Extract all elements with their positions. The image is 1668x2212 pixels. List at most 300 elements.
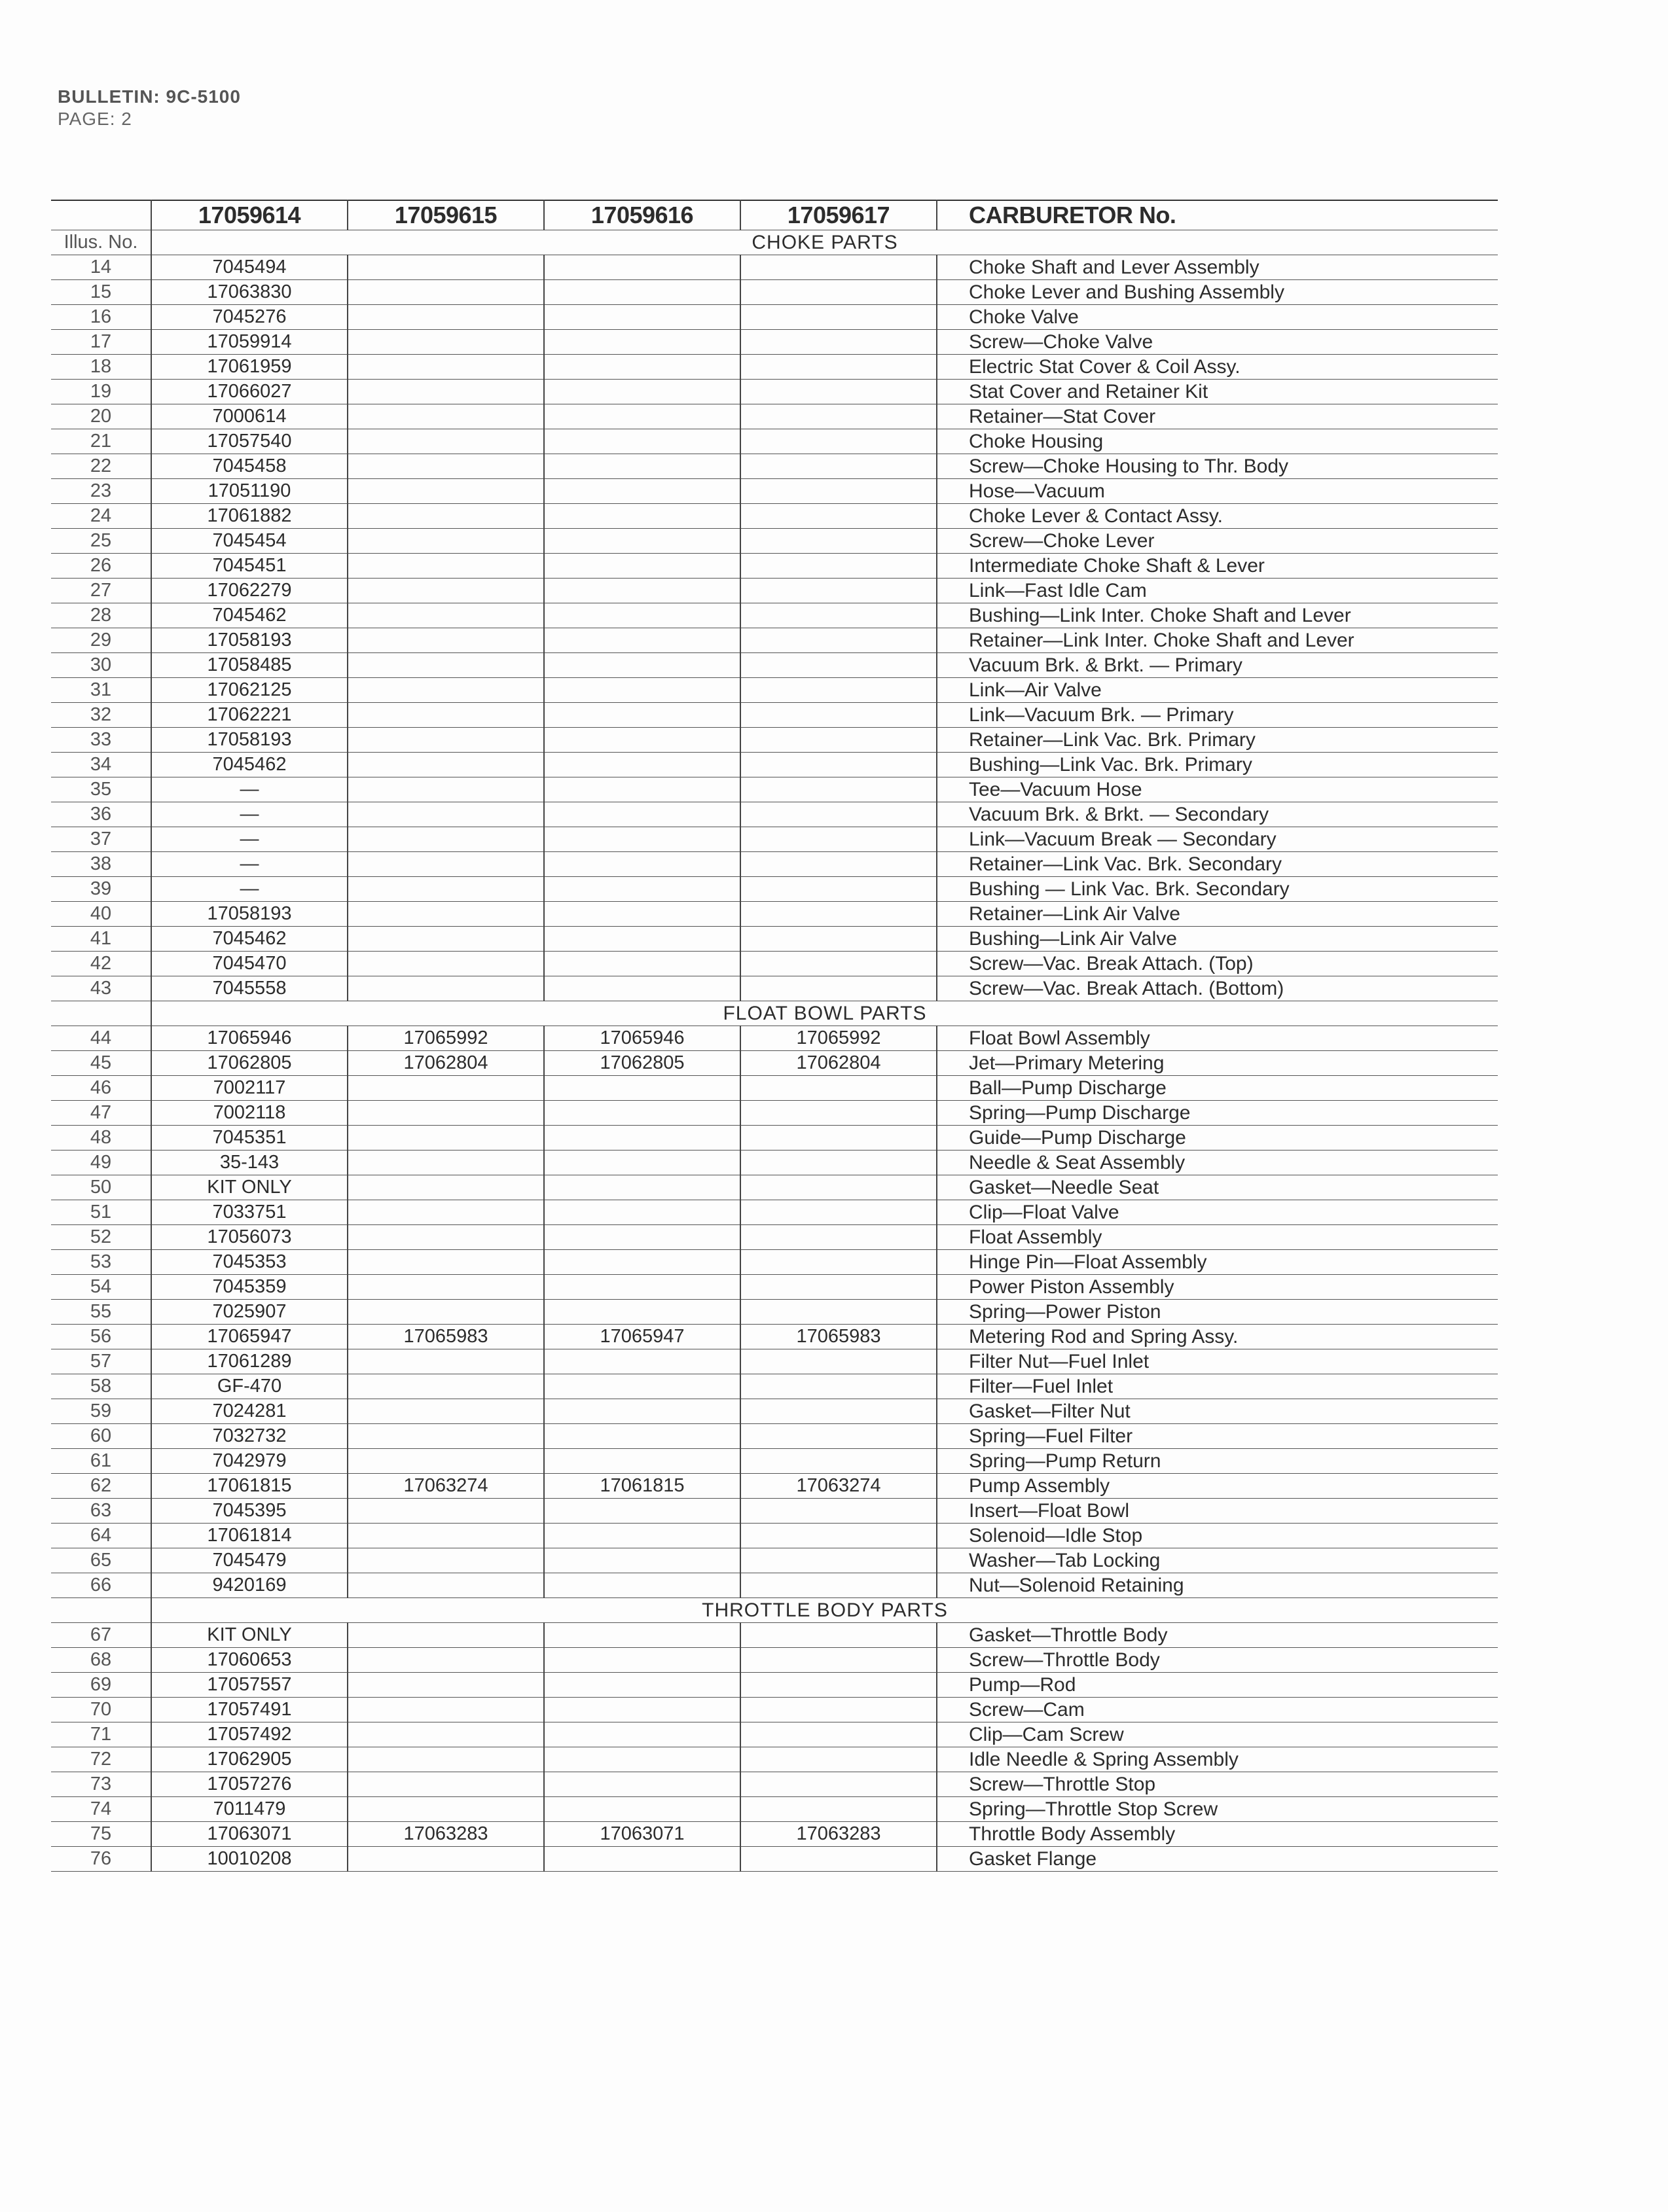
part-description: Bushing — Link Vac. Brk. Secondary [937, 877, 1498, 902]
illus-number: 63 [51, 1499, 151, 1524]
header-blank [51, 200, 151, 230]
part-description: Washer—Tab Locking [937, 1548, 1498, 1573]
illus-number: 19 [51, 380, 151, 404]
part-number-col-3 [544, 1747, 740, 1772]
part-number-col-1: 7045454 [151, 529, 348, 554]
table-row [51, 1076, 1498, 1101]
part-number-col-2 [348, 877, 544, 902]
table-row [51, 927, 1498, 952]
part-description: Vacuum Brk. & Brkt. — Primary [937, 653, 1498, 678]
part-number-col-2 [348, 1573, 544, 1598]
part-description: Link—Vacuum Brk. — Primary [937, 703, 1498, 728]
illus-number: 48 [51, 1126, 151, 1151]
part-number-col-1: 7045458 [151, 454, 348, 479]
part-description: Screw—Vac. Break Attach. (Top) [937, 952, 1498, 976]
table-row [51, 628, 1498, 653]
part-description: Pump Assembly [937, 1474, 1498, 1499]
part-number-col-3 [544, 1722, 740, 1747]
illus-number: 14 [51, 255, 151, 280]
part-number-col-2 [348, 1101, 544, 1126]
part-description: Bushing—Link Inter. Choke Shaft and Lever [937, 603, 1498, 628]
illus-number: 41 [51, 927, 151, 952]
table-row [51, 1026, 1498, 1051]
part-number-col-2 [348, 1349, 544, 1374]
part-number-col-4 [740, 1673, 937, 1698]
part-number-col-3 [544, 1424, 740, 1449]
part-number-col-3 [544, 703, 740, 728]
part-number-col-1: 17061814 [151, 1524, 348, 1548]
part-number-col-2 [348, 1275, 544, 1300]
illus-number: 32 [51, 703, 151, 728]
part-number-col-3 [544, 1101, 740, 1126]
part-number-col-4 [740, 504, 937, 529]
part-number-col-2 [348, 479, 544, 504]
part-number-col-3 [544, 1573, 740, 1598]
part-number-col-1: 7045359 [151, 1275, 348, 1300]
part-number-col-4 [740, 330, 937, 355]
part-number-col-1: 7024281 [151, 1399, 348, 1424]
parts-table [51, 200, 1498, 1872]
table-row [51, 777, 1498, 802]
part-description: Nut—Solenoid Retaining [937, 1573, 1498, 1598]
illus-number: 67 [51, 1623, 151, 1648]
part-number-col-3 [544, 529, 740, 554]
table-row [51, 579, 1498, 603]
table-row [51, 753, 1498, 777]
part-number-col-2 [348, 628, 544, 653]
part-description: Screw—Choke Housing to Thr. Body [937, 454, 1498, 479]
table-row [51, 1623, 1498, 1648]
part-description: Intermediate Choke Shaft & Lever [937, 554, 1498, 579]
part-number-col-2 [348, 380, 544, 404]
table-row [51, 653, 1498, 678]
part-number-col-2: 17065983 [348, 1325, 544, 1349]
part-number-col-4: 17062804 [740, 1051, 937, 1076]
part-number-col-3 [544, 355, 740, 380]
part-number-col-1: 7045395 [151, 1499, 348, 1524]
part-number-col-4 [740, 1722, 937, 1747]
part-number-col-2 [348, 504, 544, 529]
part-number-col-4 [740, 1151, 937, 1175]
part-number-col-4 [740, 1524, 937, 1548]
table-row [51, 1200, 1498, 1225]
part-description: Link—Fast Idle Cam [937, 579, 1498, 603]
table-row [51, 554, 1498, 579]
part-number-col-4 [740, 1200, 937, 1225]
part-number-col-3 [544, 429, 740, 454]
illus-number: 62 [51, 1474, 151, 1499]
illus-number: 29 [51, 628, 151, 653]
illus-number: 57 [51, 1349, 151, 1374]
table-row [51, 305, 1498, 330]
table-row [51, 255, 1498, 280]
part-number-col-3: 17065947 [544, 1325, 740, 1349]
carb-col-2: 17059615 [348, 200, 544, 230]
part-number-col-2 [348, 429, 544, 454]
part-number-col-4 [740, 479, 937, 504]
part-number-col-2: 17063283 [348, 1822, 544, 1847]
part-number-col-3: 17065946 [544, 1026, 740, 1051]
part-number-col-2 [348, 902, 544, 927]
part-number-col-1: 7000614 [151, 404, 348, 429]
part-number-col-3 [544, 1548, 740, 1573]
page-number: PAGE: 2 [58, 109, 132, 129]
illus-number: 17 [51, 330, 151, 355]
part-number-col-4 [740, 355, 937, 380]
part-number-col-3 [544, 1275, 740, 1300]
part-number-col-1: GF-470 [151, 1374, 348, 1399]
part-number-col-2 [348, 603, 544, 628]
part-number-col-4 [740, 1698, 937, 1722]
part-number-col-3: 17062805 [544, 1051, 740, 1076]
part-number-col-3 [544, 1200, 740, 1225]
part-number-col-4 [740, 1275, 937, 1300]
part-number-col-1: 17057491 [151, 1698, 348, 1722]
illus-number: 66 [51, 1573, 151, 1598]
illus-number: 70 [51, 1698, 151, 1722]
part-number-col-4 [740, 976, 937, 1001]
illus-number: 60 [51, 1424, 151, 1449]
section-title: CHOKE PARTS [151, 230, 1498, 255]
part-number-col-3 [544, 1250, 740, 1275]
part-number-col-3 [544, 1349, 740, 1374]
part-number-col-1: 17062279 [151, 579, 348, 603]
part-number-col-1: 17062805 [151, 1051, 348, 1076]
table-row [51, 1573, 1498, 1598]
illus-number: 34 [51, 753, 151, 777]
part-number-col-2 [348, 1797, 544, 1822]
part-number-col-2 [348, 1673, 544, 1698]
part-number-col-4 [740, 255, 937, 280]
section-row [51, 1001, 1498, 1026]
table-row [51, 504, 1498, 529]
part-number-col-4 [740, 952, 937, 976]
illus-number: 61 [51, 1449, 151, 1474]
section-row [51, 230, 1498, 255]
part-number-col-1: 17058485 [151, 653, 348, 678]
part-description: Clip—Cam Screw [937, 1722, 1498, 1747]
carburetor-no-header: CARBURETOR No. [937, 200, 1498, 230]
part-number-col-3 [544, 1772, 740, 1797]
part-description: Pump—Rod [937, 1673, 1498, 1698]
part-number-col-4 [740, 827, 937, 852]
illus-number: 51 [51, 1200, 151, 1225]
part-number-col-2 [348, 1225, 544, 1250]
part-number-col-4 [740, 1548, 937, 1573]
part-number-col-4 [740, 1623, 937, 1648]
part-number-col-3: 17061815 [544, 1474, 740, 1499]
part-number-col-3 [544, 1499, 740, 1524]
part-number-col-3 [544, 976, 740, 1001]
part-number-col-4 [740, 404, 937, 429]
table-row [51, 1424, 1498, 1449]
section-blank [51, 1001, 151, 1026]
part-description: Screw—Throttle Body [937, 1648, 1498, 1673]
illus-number: 73 [51, 1772, 151, 1797]
part-number-col-3 [544, 280, 740, 305]
part-number-col-4: 17063283 [740, 1822, 937, 1847]
part-number-col-4 [740, 1499, 937, 1524]
part-number-col-1: 7045462 [151, 753, 348, 777]
part-number-col-1: 35-143 [151, 1151, 348, 1175]
part-number-col-1: KIT ONLY [151, 1175, 348, 1200]
part-number-col-3 [544, 628, 740, 653]
part-number-col-4 [740, 678, 937, 703]
part-number-col-1: 17061882 [151, 504, 348, 529]
table-row [51, 1151, 1498, 1175]
part-number-col-2: 17063274 [348, 1474, 544, 1499]
part-number-col-3 [544, 952, 740, 976]
illus-number: 71 [51, 1722, 151, 1747]
part-number-col-3 [544, 1797, 740, 1822]
illus-number: 15 [51, 280, 151, 305]
part-number-col-1: 17061289 [151, 1349, 348, 1374]
part-number-col-2 [348, 1424, 544, 1449]
part-number-col-4 [740, 305, 937, 330]
part-number-col-2 [348, 952, 544, 976]
part-number-col-1: 7042979 [151, 1449, 348, 1474]
part-number-col-4 [740, 554, 937, 579]
part-number-col-1: — [151, 877, 348, 902]
part-number-col-2 [348, 1548, 544, 1573]
part-number-col-4 [740, 1349, 937, 1374]
part-number-col-4 [740, 603, 937, 628]
table-row [51, 404, 1498, 429]
part-number-col-3 [544, 753, 740, 777]
part-number-col-1: 9420169 [151, 1573, 348, 1598]
table-row [51, 877, 1498, 902]
table-row [51, 380, 1498, 404]
table-row [51, 703, 1498, 728]
part-description: Spring—Power Piston [937, 1300, 1498, 1325]
illus-number: 37 [51, 827, 151, 852]
table-row [51, 1399, 1498, 1424]
part-number-col-2 [348, 1200, 544, 1225]
illus-number: 16 [51, 305, 151, 330]
part-description: Spring—Fuel Filter [937, 1424, 1498, 1449]
table-body [51, 230, 1498, 1872]
illus-number: 68 [51, 1648, 151, 1673]
part-number-col-1: 7045451 [151, 554, 348, 579]
part-number-col-2 [348, 1449, 544, 1474]
illus-number: 46 [51, 1076, 151, 1101]
part-number-col-3 [544, 927, 740, 952]
part-number-col-1: 7045494 [151, 255, 348, 280]
part-number-col-1: 7002118 [151, 1101, 348, 1126]
part-number-col-3 [544, 454, 740, 479]
part-description: Spring—Pump Return [937, 1449, 1498, 1474]
part-number-col-4: 17065983 [740, 1325, 937, 1349]
part-number-col-1: 7025907 [151, 1300, 348, 1325]
part-description: Screw—Throttle Stop [937, 1772, 1498, 1797]
illus-number: 56 [51, 1325, 151, 1349]
part-number-col-3 [544, 255, 740, 280]
table-row [51, 1225, 1498, 1250]
part-number-col-4 [740, 1175, 937, 1200]
part-number-col-1: 7045479 [151, 1548, 348, 1573]
part-number-col-2 [348, 1175, 544, 1200]
part-description: Solenoid—Idle Stop [937, 1524, 1498, 1548]
part-number-col-3 [544, 678, 740, 703]
part-number-col-3 [544, 330, 740, 355]
table-row [51, 603, 1498, 628]
part-number-col-2 [348, 777, 544, 802]
part-number-col-4 [740, 529, 937, 554]
part-number-col-1: 17057492 [151, 1722, 348, 1747]
part-number-col-3 [544, 404, 740, 429]
section-title: FLOAT BOWL PARTS [151, 1001, 1498, 1026]
illus-number: 38 [51, 852, 151, 877]
part-number-col-4 [740, 753, 937, 777]
part-number-col-3 [544, 1076, 740, 1101]
part-description: Screw—Vac. Break Attach. (Bottom) [937, 976, 1498, 1001]
part-description: Screw—Choke Lever [937, 529, 1498, 554]
part-number-col-3: 17063071 [544, 1822, 740, 1847]
part-number-col-2 [348, 827, 544, 852]
part-number-col-1: 17058193 [151, 902, 348, 927]
part-number-col-2 [348, 554, 544, 579]
part-number-col-2 [348, 753, 544, 777]
part-number-col-3 [544, 1151, 740, 1175]
table-row [51, 1698, 1498, 1722]
illus-number: 76 [51, 1847, 151, 1872]
carb-col-3: 17059616 [544, 200, 740, 230]
part-number-col-1: — [151, 852, 348, 877]
table-row [51, 1648, 1498, 1673]
part-number-col-3 [544, 579, 740, 603]
illus-number: 75 [51, 1822, 151, 1847]
part-number-col-1: 7045276 [151, 305, 348, 330]
part-number-col-1: 17062905 [151, 1747, 348, 1772]
illus-number: 27 [51, 579, 151, 603]
part-number-col-3 [544, 902, 740, 927]
part-number-col-1: 7033751 [151, 1200, 348, 1225]
part-number-col-2: 17062804 [348, 1051, 544, 1076]
part-number-col-2 [348, 1250, 544, 1275]
part-number-col-2 [348, 305, 544, 330]
part-description: Electric Stat Cover & Coil Assy. [937, 355, 1498, 380]
part-description: Filter—Fuel Inlet [937, 1374, 1498, 1399]
part-number-col-3 [544, 554, 740, 579]
section-row [51, 1598, 1498, 1623]
illus-number: 74 [51, 1797, 151, 1822]
part-number-col-2 [348, 976, 544, 1001]
part-number-col-4 [740, 728, 937, 753]
part-number-col-1: 7002117 [151, 1076, 348, 1101]
table-row [51, 1524, 1498, 1548]
table-row [51, 1797, 1498, 1822]
part-number-col-2 [348, 852, 544, 877]
part-number-col-1: 17065946 [151, 1026, 348, 1051]
table-row [51, 1772, 1498, 1797]
part-number-col-2 [348, 255, 544, 280]
part-description: Metering Rod and Spring Assy. [937, 1325, 1498, 1349]
part-description: Link—Vacuum Break — Secondary [937, 827, 1498, 852]
part-number-col-2 [348, 1126, 544, 1151]
part-number-col-1: 17066027 [151, 380, 348, 404]
part-number-col-1: — [151, 777, 348, 802]
part-number-col-4 [740, 653, 937, 678]
part-number-col-2 [348, 454, 544, 479]
illus-number: 42 [51, 952, 151, 976]
part-number-col-3 [544, 1126, 740, 1151]
part-number-col-1: 7045462 [151, 603, 348, 628]
part-number-col-4 [740, 1449, 937, 1474]
illus-number: 47 [51, 1101, 151, 1126]
part-description: Filter Nut—Fuel Inlet [937, 1349, 1498, 1374]
part-number-col-4 [740, 1847, 937, 1872]
part-number-col-3 [544, 504, 740, 529]
part-number-col-3 [544, 827, 740, 852]
table-row [51, 429, 1498, 454]
part-number-col-3 [544, 1524, 740, 1548]
part-description: Bushing—Link Air Valve [937, 927, 1498, 952]
part-number-col-4 [740, 454, 937, 479]
part-description: Retainer—Link Vac. Brk. Secondary [937, 852, 1498, 877]
part-number-col-1: 17062125 [151, 678, 348, 703]
section-blank [51, 1598, 151, 1623]
table-row [51, 1474, 1498, 1499]
carb-col-1: 17059614 [151, 200, 348, 230]
part-number-col-1: 17056073 [151, 1225, 348, 1250]
table-row [51, 952, 1498, 976]
part-number-col-3 [544, 653, 740, 678]
illus-number: 58 [51, 1374, 151, 1399]
part-number-col-1: 17060653 [151, 1648, 348, 1673]
part-description: Retainer—Link Vac. Brk. Primary [937, 728, 1498, 753]
part-number-col-4 [740, 1399, 937, 1424]
illus-number: 40 [51, 902, 151, 927]
illus-number: 49 [51, 1151, 151, 1175]
part-number-col-2 [348, 1300, 544, 1325]
illus-number: 22 [51, 454, 151, 479]
part-number-col-2 [348, 330, 544, 355]
part-number-col-3 [544, 305, 740, 330]
table-row [51, 827, 1498, 852]
part-description: Bushing—Link Vac. Brk. Primary [937, 753, 1498, 777]
part-description: Choke Lever and Bushing Assembly [937, 280, 1498, 305]
part-number-col-4 [740, 1424, 937, 1449]
part-number-col-1: 7045558 [151, 976, 348, 1001]
part-number-col-2 [348, 678, 544, 703]
part-description: Retainer—Link Air Valve [937, 902, 1498, 927]
part-number-col-4 [740, 802, 937, 827]
part-number-col-2 [348, 529, 544, 554]
illus-number: 43 [51, 976, 151, 1001]
illus-number: 31 [51, 678, 151, 703]
part-number-col-1: 17059914 [151, 330, 348, 355]
part-number-col-2 [348, 1399, 544, 1424]
part-number-col-2 [348, 1747, 544, 1772]
table-row [51, 1275, 1498, 1300]
table-row [51, 852, 1498, 877]
table-row [51, 1499, 1498, 1524]
part-description: Choke Valve [937, 305, 1498, 330]
carb-col-4: 17059617 [740, 200, 937, 230]
part-number-col-4 [740, 1797, 937, 1822]
table-row [51, 1673, 1498, 1698]
illus-number: 18 [51, 355, 151, 380]
table-row [51, 355, 1498, 380]
illus-number: 64 [51, 1524, 151, 1548]
part-number-col-1: 17065947 [151, 1325, 348, 1349]
part-number-col-1: 17063071 [151, 1822, 348, 1847]
part-description: Gasket—Needle Seat [937, 1175, 1498, 1200]
part-description: Hose—Vacuum [937, 479, 1498, 504]
part-number-col-2 [348, 927, 544, 952]
illus-number: 69 [51, 1673, 151, 1698]
part-number-col-3 [544, 1449, 740, 1474]
